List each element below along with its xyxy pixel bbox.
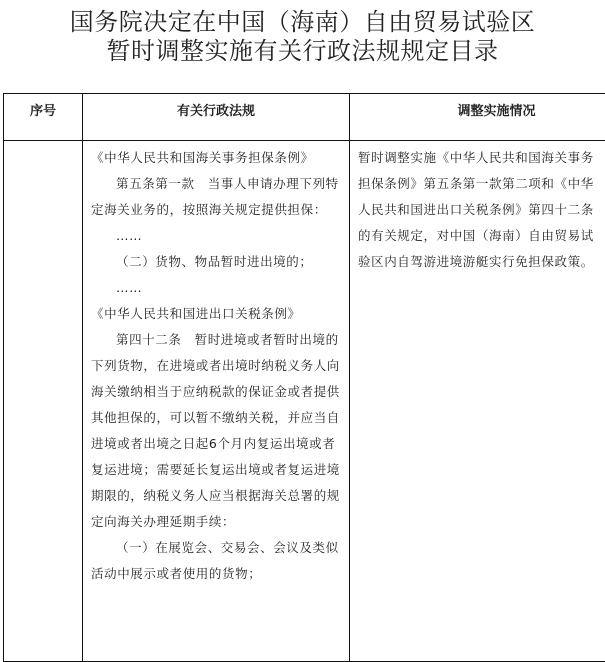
- regulation-text: [83, 141, 349, 587]
- regulation-ellipsis: ……: [91, 223, 341, 249]
- header-index: 序号: [4, 94, 83, 141]
- regulation-ellipsis: ……: [91, 275, 341, 301]
- regulation-table: [3, 93, 605, 662]
- regulation-item: （二）货物、物品暂时进出境的；: [91, 249, 341, 275]
- adjustment-text: 暂时调整实施《中华人民共和国海关事务担保条例》第五条第一款第二项和《中华人民共和国进出口关税条例》第四十二条的有关规定，对中国（海南）自由贸易试验区内自驾游进境游艇实行免担保政策。: [350, 141, 605, 275]
- header-adjustment: 调整实施情况: [350, 94, 605, 141]
- regulation-article: 第四十二条 暂时进境或者暂时出境的下列货物，在进境或者出境时纳税义务人向海关缴纳相当于应纳税款的保证金或者提供其他担保的，可以暂不缴纳关税，并应当自进境或者出境之日起6个月内复运出境或者复运进境；需要延长复运出境或者复运进境期限的，纳税义务人应当根据海关总署的规定向海关办理延期手续：: [91, 327, 341, 535]
- regulation-title: 《中华人民共和国海关事务担保条例》: [91, 145, 341, 171]
- row-index: [4, 141, 82, 145]
- regulation-item: （一）在展览会、交易会、会议及类似活动中展示或者使用的货物；: [91, 535, 341, 587]
- cell-adjustment: [350, 141, 605, 662]
- cell-regulation: [83, 141, 350, 662]
- table-header-row: [4, 94, 605, 141]
- table-row: [4, 141, 605, 662]
- header-regulation: 有关行政法规: [83, 94, 350, 141]
- regulation-title: 《中华人民共和国进出口关税条例》: [91, 301, 341, 327]
- regulation-article: 第五条第一款 当事人申请办理下列特定海关业务的，按照海关规定提供担保：: [91, 171, 341, 223]
- cell-index: [4, 141, 83, 662]
- title-line-2: 暂时调整实施有关行政法规规定目录: [0, 37, 605, 66]
- title-line-1: 国务院决定在中国（海南）自由贸易试验区: [0, 8, 605, 37]
- document-title: [0, 8, 605, 66]
